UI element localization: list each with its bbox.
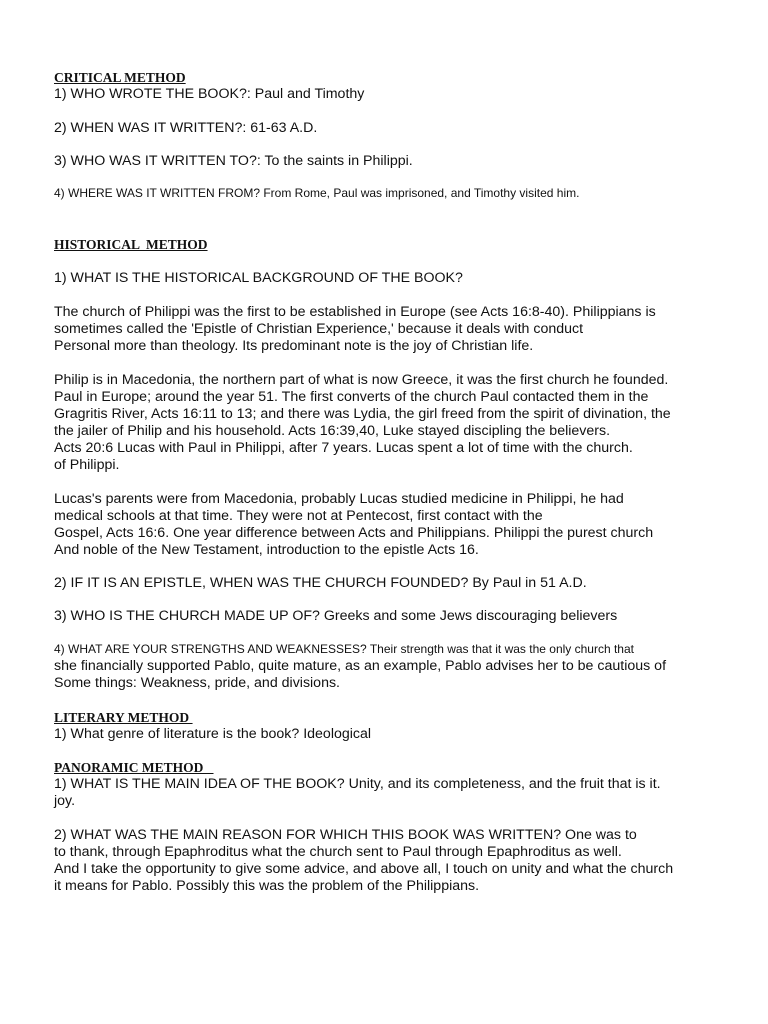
q4-prefix: 4) WHAT ARE YOUR STRENGTHS AND WEAKNESSES? (54, 642, 367, 656)
historical-q3: 3) WHO IS THE CHURCH MADE UP OF? Greeks and some Jews discouraging believers (54, 608, 618, 624)
text-line: 1) WHAT IS THE MAIN IDEA OF THE BOOK? Unity, and its completeness, and the fruit that is it. (54, 776, 661, 792)
panoramic-q1 (54, 776, 734, 810)
literary-q1: 1) What genre of literature is the book? Ideological (54, 726, 372, 742)
text-line: Gospel, Acts 16:6. One year difference between Acts and Philippians. Philippi the purest church (54, 525, 654, 541)
text-line: The church of Philippi was the first to be established in Europe (see Acts 16:8-40). Philippians is (54, 304, 656, 320)
text-line: And I take the opportunity to give some advice, and above all, I touch on unity and what the church (54, 861, 674, 877)
document-page (54, 70, 734, 895)
text-line: she financially supported Pablo, quite mature, as an example, Pablo advises her to be cautious of (54, 658, 667, 674)
text-line: sometimes called the 'Epistle of Christian Experience,' because it deals with conduct (54, 321, 584, 337)
text-line: Some things: Weakness, pride, and divisions. (54, 675, 341, 691)
text-line: Personal more than theology. Its predominant note is the joy of Christian life. (54, 338, 534, 354)
text-line: Philip is in Macedonia, the northern part of what is now Greece, it was the first church he founded. (54, 372, 669, 388)
text-line: of Philippi. (54, 457, 120, 473)
text-line: the jailer of Philip and his household. Acts 16:39,40, Luke stayed discipling the believers. (54, 423, 611, 439)
text-line: Gragritis River, Acts 16:11 to 13; and there was Lydia, the girl freed from the spirit of divination, the (54, 406, 671, 422)
text-line: Acts 20:6 Lucas with Paul in Philippi, after 7 years. Lucas spent a lot of time with the church. (54, 440, 633, 456)
historical-q4 (54, 641, 734, 692)
text-line: joy. (54, 793, 76, 809)
historical-paragraph-1 (54, 304, 734, 355)
critical-q3: 3) WHO WAS IT WRITTEN TO?: To the saints in Philippi. (54, 153, 413, 169)
historical-paragraph-3 (54, 491, 734, 559)
text-line: to thank, through Epaphroditus what the church sent to Paul through Epaphroditus as well. (54, 844, 622, 860)
critical-q1: 1) WHO WROTE THE BOOK?: Paul and Timothy (54, 86, 365, 102)
critical-method-heading: CRITICAL METHOD (54, 70, 186, 85)
text-line: medical schools at that time. They were not at Pentecost, first contact with the (54, 508, 543, 524)
text-line (54, 641, 734, 658)
text-line: it means for Pablo. Possibly this was the problem of the Philippians. (54, 878, 480, 894)
text-line: Lucas's parents were from Macedonia, probably Lucas studied medicine in Philippi, he had (54, 491, 624, 507)
q4-rest: Their strength was that it was the only church that (366, 642, 634, 656)
literary-method-heading: LITERARY METHOD (54, 710, 193, 725)
critical-q4: 4) WHERE WAS IT WRITTEN FROM? From Rome, Paul was imprisoned, and Timothy visited him. (54, 186, 580, 200)
historical-method-heading: HISTORICAL METHOD (54, 237, 208, 252)
panoramic-q2 (54, 827, 734, 895)
text-line: Paul in Europe; around the year 51. The first converts of the church Paul contacted them in the (54, 389, 649, 405)
text-line: 2) WHAT WAS THE MAIN REASON FOR WHICH THIS BOOK WAS WRITTEN? One was to (54, 827, 637, 843)
historical-paragraph-2 (54, 372, 734, 474)
historical-q1: 1) WHAT IS THE HISTORICAL BACKGROUND OF THE BOOK? (54, 270, 463, 286)
historical-q2: 2) IF IT IS AN EPISTLE, WHEN WAS THE CHURCH FOUNDED? By Paul in 51 A.D. (54, 575, 587, 591)
text-line: And noble of the New Testament, introduction to the epistle Acts 16. (54, 542, 479, 558)
critical-q2: 2) WHEN WAS IT WRITTEN?: 61-63 A.D. (54, 120, 318, 136)
panoramic-method-heading: PANORAMIC METHOD (54, 760, 214, 775)
